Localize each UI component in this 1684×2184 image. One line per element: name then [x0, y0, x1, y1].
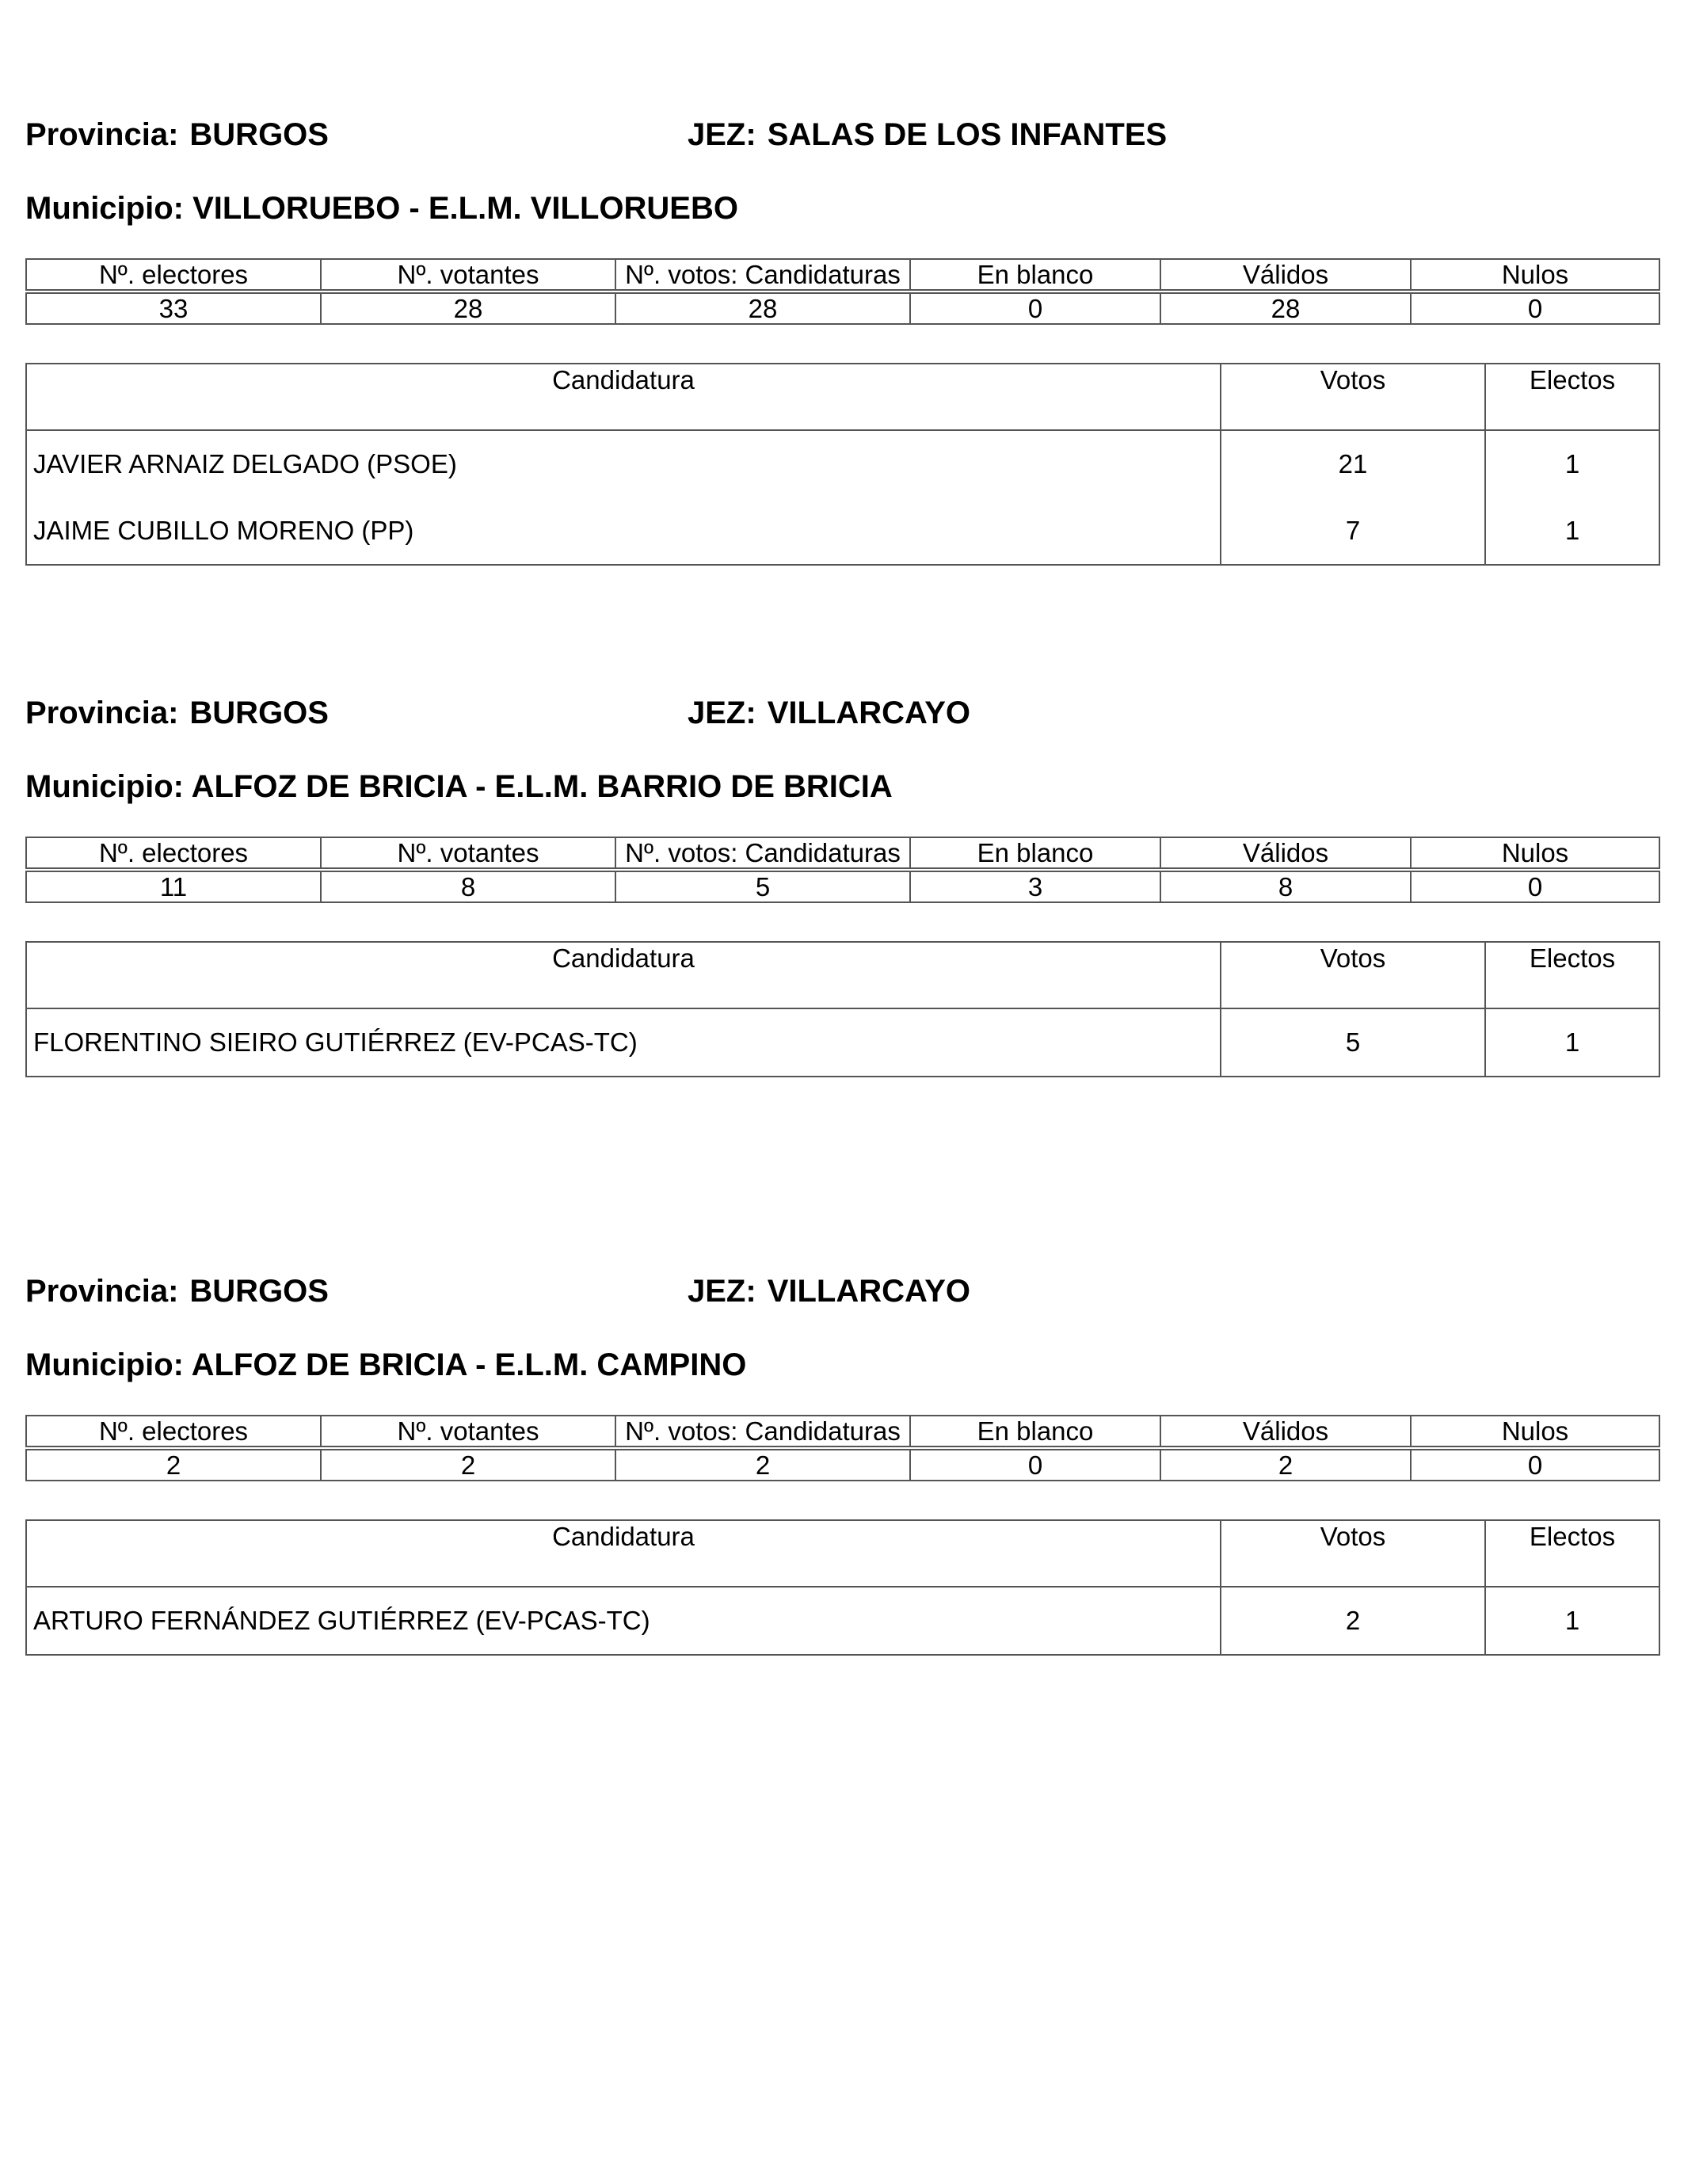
stats-header: Nulos — [1411, 1416, 1659, 1446]
provincia-line — [25, 116, 329, 153]
provincia-label: Provincia: — [25, 117, 179, 152]
stats-table — [25, 1415, 1660, 1481]
provincia-line — [25, 1273, 329, 1309]
stats-value-candidaturas: 2 — [615, 1450, 910, 1481]
stats-header: Nº. electores — [26, 259, 321, 290]
municipio-line — [25, 1347, 746, 1383]
electos-header: Electos — [1485, 1520, 1659, 1587]
candidate-votos: 21 — [1221, 430, 1485, 497]
stats-value-validos: 8 — [1160, 871, 1411, 902]
municipio-label: Municipio: — [25, 191, 184, 226]
municipio-label: Municipio: — [25, 769, 184, 804]
candidate-name: JAIME CUBILLO MORENO (PP) — [26, 497, 1221, 565]
stats-value-candidaturas: 5 — [615, 871, 910, 902]
jez-value: SALAS DE LOS INFANTES — [767, 117, 1168, 152]
stats-header: Nº. votos: Candidaturas — [615, 837, 910, 868]
stats-header: Nulos — [1411, 259, 1659, 290]
candidatura-header: Candidatura — [26, 942, 1221, 1008]
stats-value-electores: 11 — [26, 871, 321, 902]
provincia-value: BURGOS — [189, 1274, 329, 1309]
candidate-name: JAVIER ARNAIZ DELGADO (PSOE) — [26, 430, 1221, 497]
jez-label: JEZ: — [688, 1274, 756, 1309]
stats-header: Nº. votantes — [321, 837, 615, 868]
stats-value-row — [26, 1450, 1659, 1481]
municipio-label: Municipio: — [25, 1347, 184, 1382]
candidates-table — [25, 1519, 1660, 1656]
stats-value-validos: 28 — [1160, 293, 1411, 324]
jez-value: VILLARCAYO — [767, 1274, 971, 1309]
stats-value-votantes: 28 — [321, 293, 615, 324]
stats-header-row — [26, 1416, 1659, 1446]
electos-header: Electos — [1485, 942, 1659, 1008]
stats-value-nulos: 0 — [1411, 1450, 1659, 1481]
provincia-label: Provincia: — [25, 1274, 179, 1309]
candidatura-header: Candidatura — [26, 1520, 1221, 1587]
stats-value-votantes: 8 — [321, 871, 615, 902]
candidate-row — [26, 1008, 1659, 1077]
jez-line — [688, 695, 970, 731]
candidates-table — [25, 363, 1660, 566]
votos-header: Votos — [1221, 942, 1485, 1008]
stats-header: En blanco — [910, 837, 1160, 868]
stats-header: Válidos — [1160, 259, 1411, 290]
candidate-row — [26, 1587, 1659, 1655]
stats-value-nulos: 0 — [1411, 293, 1659, 324]
stats-value-blanco: 3 — [910, 871, 1160, 902]
jez-line — [688, 116, 1167, 153]
stats-value-row — [26, 871, 1659, 902]
stats-header: En blanco — [910, 1416, 1160, 1446]
stats-value-electores: 33 — [26, 293, 321, 324]
stats-header: Nº. electores — [26, 1416, 321, 1446]
candidate-votos: 7 — [1221, 497, 1485, 565]
candidate-name: ARTURO FERNÁNDEZ GUTIÉRREZ (EV-PCAS-TC) — [26, 1587, 1221, 1655]
stats-header-row — [26, 259, 1659, 290]
stats-header-row — [26, 837, 1659, 868]
candidatura-header: Candidatura — [26, 364, 1221, 430]
stats-value-blanco: 0 — [910, 293, 1160, 324]
stats-header: Válidos — [1160, 837, 1411, 868]
stats-header: Nº. electores — [26, 837, 321, 868]
stats-value-blanco: 0 — [910, 1450, 1160, 1481]
stats-header: Válidos — [1160, 1416, 1411, 1446]
provincia-label: Provincia: — [25, 696, 179, 730]
votos-header: Votos — [1221, 364, 1485, 430]
electos-header: Electos — [1485, 364, 1659, 430]
stats-value-electores: 2 — [26, 1450, 321, 1481]
provincia-line — [25, 695, 329, 731]
municipio-line — [25, 190, 738, 227]
jez-value: VILLARCAYO — [767, 696, 971, 730]
stats-header: Nulos — [1411, 837, 1659, 868]
provincia-value: BURGOS — [189, 117, 329, 152]
jez-label: JEZ: — [688, 696, 756, 730]
stats-value-nulos: 0 — [1411, 871, 1659, 902]
stats-header: Nº. votantes — [321, 1416, 615, 1446]
candidates-header-row — [26, 942, 1659, 1008]
municipio-line — [25, 768, 893, 805]
jez-line — [688, 1273, 970, 1309]
candidate-electos: 1 — [1485, 497, 1659, 565]
stats-table — [25, 837, 1660, 903]
candidates-header-row — [26, 1520, 1659, 1587]
candidate-row — [26, 497, 1659, 565]
municipio-value: ALFOZ DE BRICIA - E.L.M. CAMPINO — [191, 1347, 747, 1382]
candidate-row — [26, 430, 1659, 497]
candidate-votos: 2 — [1221, 1587, 1485, 1655]
candidate-electos: 1 — [1485, 1008, 1659, 1077]
stats-header: Nº. votos: Candidaturas — [615, 1416, 910, 1446]
candidates-header-row — [26, 364, 1659, 430]
candidate-name: FLORENTINO SIEIRO GUTIÉRREZ (EV-PCAS-TC) — [26, 1008, 1221, 1077]
stats-value-votantes: 2 — [321, 1450, 615, 1481]
candidate-votos: 5 — [1221, 1008, 1485, 1077]
stats-value-validos: 2 — [1160, 1450, 1411, 1481]
jez-label: JEZ: — [688, 117, 756, 152]
provincia-value: BURGOS — [189, 696, 329, 730]
stats-value-candidaturas: 28 — [615, 293, 910, 324]
candidate-electos: 1 — [1485, 1587, 1659, 1655]
stats-header: Nº. votos: Candidaturas — [615, 259, 910, 290]
municipio-value: VILLORUEBO - E.L.M. VILLORUEBO — [192, 191, 738, 226]
candidate-electos: 1 — [1485, 430, 1659, 497]
candidates-table — [25, 941, 1660, 1077]
stats-header: Nº. votantes — [321, 259, 615, 290]
stats-value-row — [26, 293, 1659, 324]
stats-table — [25, 258, 1660, 325]
stats-header: En blanco — [910, 259, 1160, 290]
votos-header: Votos — [1221, 1520, 1485, 1587]
municipio-value: ALFOZ DE BRICIA - E.L.M. BARRIO DE BRICIA — [191, 769, 893, 804]
